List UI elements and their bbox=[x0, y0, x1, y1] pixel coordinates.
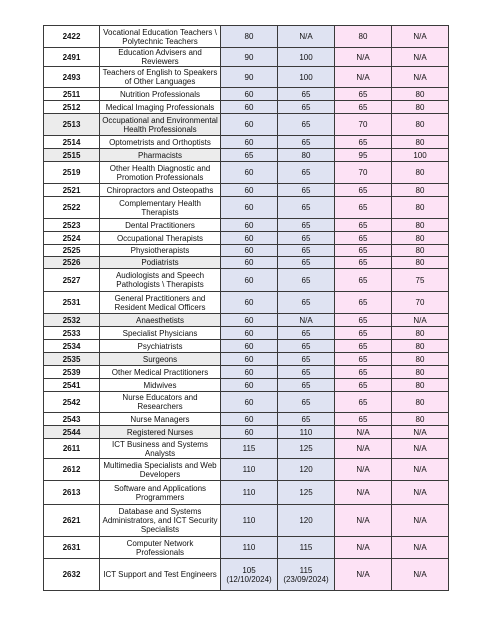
table-row bbox=[44, 162, 449, 184]
table-row bbox=[44, 314, 449, 327]
score-cell: 65 bbox=[335, 245, 392, 257]
score-cell: 65 bbox=[278, 232, 335, 245]
table-row bbox=[44, 340, 449, 353]
occupation-name: Dental Practitioners bbox=[100, 219, 221, 232]
occupation-code: 2422 bbox=[44, 26, 100, 48]
score-cell: 80 bbox=[392, 413, 449, 426]
occupation-name: ICT Support and Test Engineers bbox=[100, 559, 221, 591]
score-cell: 65 bbox=[278, 327, 335, 340]
table-row bbox=[44, 426, 449, 439]
score-cell: 115 bbox=[278, 537, 335, 559]
score-cell: N/A bbox=[335, 559, 392, 591]
score-cell: 60 bbox=[221, 232, 278, 245]
score-cell: 65 bbox=[278, 257, 335, 269]
occupation-code: 2512 bbox=[44, 101, 100, 114]
occupation-name: Anaesthetists bbox=[100, 314, 221, 327]
table-row bbox=[44, 219, 449, 232]
occupation-name: Nurse Educators and Researchers bbox=[100, 392, 221, 413]
score-cell: N/A bbox=[278, 314, 335, 327]
table-row bbox=[44, 327, 449, 340]
score-cell: 65 bbox=[335, 219, 392, 232]
occupation-name: Computer Network Professionals bbox=[100, 537, 221, 559]
score-cell: 110 bbox=[221, 459, 278, 481]
table-row bbox=[44, 114, 449, 136]
table-row bbox=[44, 505, 449, 537]
table-row bbox=[44, 149, 449, 162]
score-cell: 60 bbox=[221, 314, 278, 327]
score-cell: 65 bbox=[335, 413, 392, 426]
score-cell: 65 bbox=[335, 269, 392, 292]
score-cell: N/A bbox=[392, 48, 449, 67]
score-cell: 60 bbox=[221, 366, 278, 379]
score-cell: 65 bbox=[335, 353, 392, 366]
occupation-name: Occupational Therapists bbox=[100, 232, 221, 245]
score-cell: 65 bbox=[278, 162, 335, 184]
score-cell: N/A bbox=[392, 505, 449, 537]
score-cell: 80 bbox=[392, 136, 449, 149]
occupation-name: Surgeons bbox=[100, 353, 221, 366]
score-cell: 65 bbox=[335, 314, 392, 327]
occupation-code: 2527 bbox=[44, 269, 100, 292]
table-row bbox=[44, 366, 449, 379]
occupation-name: Medical Imaging Professionals bbox=[100, 101, 221, 114]
occupation-name: Optometrists and Orthoptists bbox=[100, 136, 221, 149]
score-cell: 60 bbox=[221, 340, 278, 353]
score-cell: N/A bbox=[335, 67, 392, 88]
occupation-code: 2543 bbox=[44, 413, 100, 426]
score-cell: 105 (12/10/2024) bbox=[221, 559, 278, 591]
table-row bbox=[44, 292, 449, 314]
occupation-code: 2493 bbox=[44, 67, 100, 88]
score-cell: 65 bbox=[278, 292, 335, 314]
score-cell: 65 bbox=[278, 392, 335, 413]
table-row bbox=[44, 257, 449, 269]
score-cell: 100 bbox=[392, 149, 449, 162]
score-cell: 65 bbox=[335, 292, 392, 314]
occupation-code: 2521 bbox=[44, 184, 100, 197]
occupation-code: 2533 bbox=[44, 327, 100, 340]
occupation-code: 2523 bbox=[44, 219, 100, 232]
score-cell: 80 bbox=[392, 162, 449, 184]
score-cell: 65 bbox=[335, 366, 392, 379]
score-cell: 65 bbox=[221, 149, 278, 162]
score-cell: 100 bbox=[278, 48, 335, 67]
score-cell: N/A bbox=[392, 439, 449, 459]
table-row bbox=[44, 459, 449, 481]
table-row bbox=[44, 379, 449, 392]
score-cell: N/A bbox=[335, 459, 392, 481]
table-row bbox=[44, 184, 449, 197]
occupation-name: Multimedia Specialists and Web Developers bbox=[100, 459, 221, 481]
score-cell: N/A bbox=[392, 481, 449, 505]
score-cell: 65 bbox=[278, 197, 335, 219]
table-row bbox=[44, 481, 449, 505]
occupation-code: 2525 bbox=[44, 245, 100, 257]
occupation-code: 2526 bbox=[44, 257, 100, 269]
score-cell: N/A bbox=[335, 481, 392, 505]
table-row bbox=[44, 269, 449, 292]
score-cell: 70 bbox=[335, 114, 392, 136]
score-cell: 60 bbox=[221, 257, 278, 269]
score-cell: 65 bbox=[335, 232, 392, 245]
score-cell: 65 bbox=[335, 340, 392, 353]
table-row bbox=[44, 136, 449, 149]
score-cell: 80 bbox=[392, 327, 449, 340]
table-row bbox=[44, 245, 449, 257]
occupation-code: 2541 bbox=[44, 379, 100, 392]
occupation-name: Vocational Education Teachers \ Polytechnic Teachers bbox=[100, 26, 221, 48]
score-cell: 90 bbox=[221, 48, 278, 67]
table-row bbox=[44, 353, 449, 366]
score-cell: 65 bbox=[335, 88, 392, 101]
score-cell: 110 bbox=[221, 537, 278, 559]
score-cell: 80 bbox=[221, 26, 278, 48]
score-cell: 60 bbox=[221, 136, 278, 149]
score-cell: 65 bbox=[278, 353, 335, 366]
score-cell: 80 bbox=[392, 257, 449, 269]
score-cell: 60 bbox=[221, 292, 278, 314]
score-cell: N/A bbox=[278, 26, 335, 48]
occupation-code: 2542 bbox=[44, 392, 100, 413]
table-body bbox=[44, 26, 449, 591]
score-cell: 60 bbox=[221, 197, 278, 219]
occupation-name: Database and Systems Administrators, and ICT Security Specialists bbox=[100, 505, 221, 537]
occupation-name: Physiotherapists bbox=[100, 245, 221, 257]
score-cell: N/A bbox=[335, 505, 392, 537]
score-cell: 80 bbox=[392, 245, 449, 257]
score-cell: 60 bbox=[221, 245, 278, 257]
score-cell: 60 bbox=[221, 426, 278, 439]
occupation-code: 2613 bbox=[44, 481, 100, 505]
occupation-code: 2539 bbox=[44, 366, 100, 379]
score-cell: N/A bbox=[392, 67, 449, 88]
occupation-name: Education Advisers and Reviewers bbox=[100, 48, 221, 67]
score-cell: 125 bbox=[278, 481, 335, 505]
occupation-code: 2532 bbox=[44, 314, 100, 327]
occupation-code: 2491 bbox=[44, 48, 100, 67]
occupation-code: 2534 bbox=[44, 340, 100, 353]
occupation-name: ICT Business and Systems Analysts bbox=[100, 439, 221, 459]
score-cell: 80 bbox=[392, 366, 449, 379]
score-cell: 65 bbox=[278, 245, 335, 257]
score-cell: 60 bbox=[221, 162, 278, 184]
table-row bbox=[44, 537, 449, 559]
score-cell: 80 bbox=[335, 26, 392, 48]
score-cell: 60 bbox=[221, 88, 278, 101]
score-cell: 60 bbox=[221, 353, 278, 366]
occupation-table-container bbox=[43, 25, 449, 591]
occupation-name: General Practitioners and Resident Medical Officers bbox=[100, 292, 221, 314]
score-cell: 60 bbox=[221, 114, 278, 136]
score-cell: 65 bbox=[278, 269, 335, 292]
score-cell: N/A bbox=[335, 439, 392, 459]
score-cell: 110 bbox=[278, 426, 335, 439]
score-cell: 80 bbox=[392, 379, 449, 392]
score-cell: 80 bbox=[392, 101, 449, 114]
table-row bbox=[44, 439, 449, 459]
score-cell: 65 bbox=[278, 184, 335, 197]
score-cell: 65 bbox=[335, 392, 392, 413]
score-cell: 95 bbox=[335, 149, 392, 162]
score-cell: N/A bbox=[392, 314, 449, 327]
score-cell: 65 bbox=[335, 327, 392, 340]
score-cell: N/A bbox=[335, 48, 392, 67]
occupation-code: 2611 bbox=[44, 439, 100, 459]
score-cell: 70 bbox=[335, 162, 392, 184]
table-row bbox=[44, 67, 449, 88]
score-cell: 120 bbox=[278, 459, 335, 481]
score-cell: 80 bbox=[392, 197, 449, 219]
score-cell: 60 bbox=[221, 184, 278, 197]
score-cell: 65 bbox=[278, 219, 335, 232]
score-cell: 65 bbox=[335, 257, 392, 269]
score-cell: 80 bbox=[392, 353, 449, 366]
score-cell: 75 bbox=[392, 269, 449, 292]
occupation-name: Complementary Health Therapists bbox=[100, 197, 221, 219]
occupation-name: Nurse Managers bbox=[100, 413, 221, 426]
score-cell: 80 bbox=[392, 184, 449, 197]
score-cell: 110 bbox=[221, 481, 278, 505]
table-row bbox=[44, 48, 449, 67]
score-cell: 70 bbox=[392, 292, 449, 314]
score-cell: 60 bbox=[221, 269, 278, 292]
occupation-code: 2513 bbox=[44, 114, 100, 136]
score-cell: 65 bbox=[278, 101, 335, 114]
score-cell: 60 bbox=[221, 219, 278, 232]
occupation-name: Other Medical Practitioners bbox=[100, 366, 221, 379]
occupation-name: Podiatrists bbox=[100, 257, 221, 269]
occupation-code: 2535 bbox=[44, 353, 100, 366]
score-cell: 65 bbox=[278, 366, 335, 379]
occupation-code: 2519 bbox=[44, 162, 100, 184]
score-cell: 115 (23/09/2024) bbox=[278, 559, 335, 591]
score-cell: 65 bbox=[278, 413, 335, 426]
occupation-code: 2514 bbox=[44, 136, 100, 149]
occupation-name: Specialist Physicians bbox=[100, 327, 221, 340]
table-row bbox=[44, 559, 449, 591]
occupation-code: 2511 bbox=[44, 88, 100, 101]
score-cell: 80 bbox=[392, 340, 449, 353]
table-row bbox=[44, 26, 449, 48]
score-cell: 60 bbox=[221, 101, 278, 114]
score-cell: 65 bbox=[335, 136, 392, 149]
score-cell: N/A bbox=[392, 459, 449, 481]
score-cell: 65 bbox=[278, 340, 335, 353]
score-cell: 60 bbox=[221, 327, 278, 340]
score-cell: 65 bbox=[278, 88, 335, 101]
table-row bbox=[44, 101, 449, 114]
occupation-name: Teachers of English to Speakers of Other Languages bbox=[100, 67, 221, 88]
occupation-name: Chiropractors and Osteopaths bbox=[100, 184, 221, 197]
occupation-name: Pharmacists bbox=[100, 149, 221, 162]
occupation-name: Software and Applications Programmers bbox=[100, 481, 221, 505]
score-cell: N/A bbox=[392, 559, 449, 591]
score-cell: 110 bbox=[221, 505, 278, 537]
table-row bbox=[44, 197, 449, 219]
score-cell: 65 bbox=[335, 197, 392, 219]
occupation-code: 2631 bbox=[44, 537, 100, 559]
score-cell: 60 bbox=[221, 379, 278, 392]
score-cell: 65 bbox=[278, 379, 335, 392]
occupation-code: 2531 bbox=[44, 292, 100, 314]
score-cell: 100 bbox=[278, 67, 335, 88]
score-cell: 60 bbox=[221, 392, 278, 413]
score-cell: N/A bbox=[335, 426, 392, 439]
score-cell: N/A bbox=[392, 26, 449, 48]
score-cell: N/A bbox=[392, 426, 449, 439]
score-cell: 80 bbox=[278, 149, 335, 162]
score-cell: 125 bbox=[278, 439, 335, 459]
score-cell: N/A bbox=[392, 537, 449, 559]
score-cell: 65 bbox=[335, 101, 392, 114]
table-row bbox=[44, 413, 449, 426]
occupation-code: 2544 bbox=[44, 426, 100, 439]
occupation-code: 2524 bbox=[44, 232, 100, 245]
score-cell: 120 bbox=[278, 505, 335, 537]
score-cell: 90 bbox=[221, 67, 278, 88]
score-cell: 65 bbox=[335, 379, 392, 392]
occupation-name: Psychiatrists bbox=[100, 340, 221, 353]
score-cell: 80 bbox=[392, 88, 449, 101]
score-cell: 80 bbox=[392, 219, 449, 232]
score-cell: 65 bbox=[335, 184, 392, 197]
table-row bbox=[44, 232, 449, 245]
table-row bbox=[44, 88, 449, 101]
occupation-name: Midwives bbox=[100, 379, 221, 392]
occupation-name: Occupational and Environmental Health Professionals bbox=[100, 114, 221, 136]
score-cell: 80 bbox=[392, 114, 449, 136]
score-cell: 115 bbox=[221, 439, 278, 459]
occupation-name: Audiologists and Speech Pathologists \ Therapists bbox=[100, 269, 221, 292]
occupation-name: Other Health Diagnostic and Promotion Professionals bbox=[100, 162, 221, 184]
occupation-name: Nutrition Professionals bbox=[100, 88, 221, 101]
score-cell: N/A bbox=[335, 537, 392, 559]
table-row bbox=[44, 392, 449, 413]
occupation-name: Registered Nurses bbox=[100, 426, 221, 439]
occupation-table bbox=[43, 25, 449, 591]
occupation-code: 2522 bbox=[44, 197, 100, 219]
score-cell: 65 bbox=[278, 136, 335, 149]
occupation-code: 2515 bbox=[44, 149, 100, 162]
score-cell: 80 bbox=[392, 392, 449, 413]
occupation-code: 2612 bbox=[44, 459, 100, 481]
score-cell: 65 bbox=[278, 114, 335, 136]
occupation-code: 2632 bbox=[44, 559, 100, 591]
occupation-code: 2621 bbox=[44, 505, 100, 537]
score-cell: 80 bbox=[392, 232, 449, 245]
score-cell: 60 bbox=[221, 413, 278, 426]
